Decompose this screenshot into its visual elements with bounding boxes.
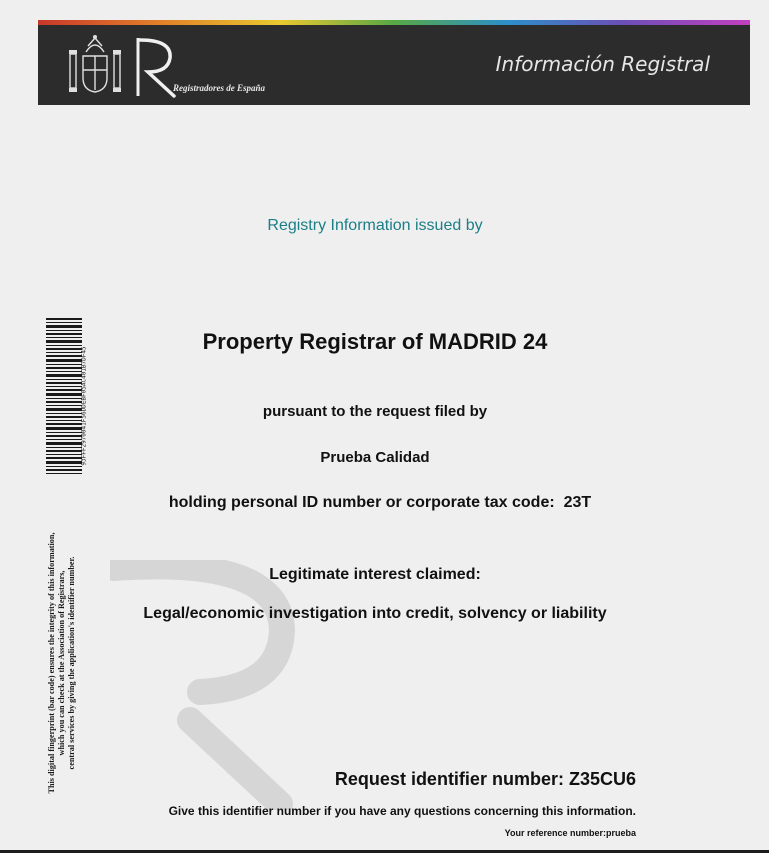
color-stripe — [38, 20, 750, 25]
spain-coat-of-arms-icon — [66, 34, 124, 98]
registradores-r-logo-icon — [134, 36, 178, 98]
integrity-note — [32, 515, 92, 810]
barcode-digits-text: 93FFF2970041F56DDEBF05AC401B7DF45 — [80, 345, 88, 466]
your-reference — [505, 828, 636, 838]
holding-id-line — [60, 494, 700, 512]
holding-id-label: holding personal ID number or corporate tax code: — [168, 494, 555, 511]
header-banner — [38, 20, 750, 105]
header-title: Información Registral — [495, 52, 710, 76]
request-identifier — [335, 769, 636, 790]
registrar-name: Property Registrar of MADRID 24 — [202, 329, 548, 354]
org-name: Registradores de España — [173, 83, 266, 93]
integrity-note-line-1: This digital fingerprint (bar code) ensures the integrity of this information, — [47, 532, 56, 794]
identifier-instruction: Give this identifier number if you have any questions concerning this information. — [168, 804, 636, 818]
barcode-digits — [78, 338, 90, 473]
r-watermark-icon — [110, 560, 310, 810]
legitimate-interest-value: Legal/economic investigation into credit, solvency or liability — [143, 605, 607, 622]
applicant-name: Prueba Calidad — [320, 449, 430, 466]
integrity-note-line-3: central services by giving the application's identifier number. — [67, 556, 76, 769]
request-id-label: Request identifier number: — [334, 769, 564, 789]
request-id-value: Z35CU6 — [568, 769, 636, 789]
your-reference-value: prueba — [605, 828, 636, 838]
your-reference-label: Your reference number: — [504, 828, 606, 838]
barcode-icon — [46, 318, 82, 474]
legitimate-interest-label: Legitimate interest claimed: — [269, 566, 481, 583]
holding-id-value: 23T — [563, 494, 592, 511]
pursuant-text: pursuant to the request filed by — [262, 403, 488, 420]
issued-by-heading: Registry Information issued by — [267, 217, 483, 234]
integrity-note-line-2: which you can check at the Association of Registrars, — [57, 570, 66, 755]
